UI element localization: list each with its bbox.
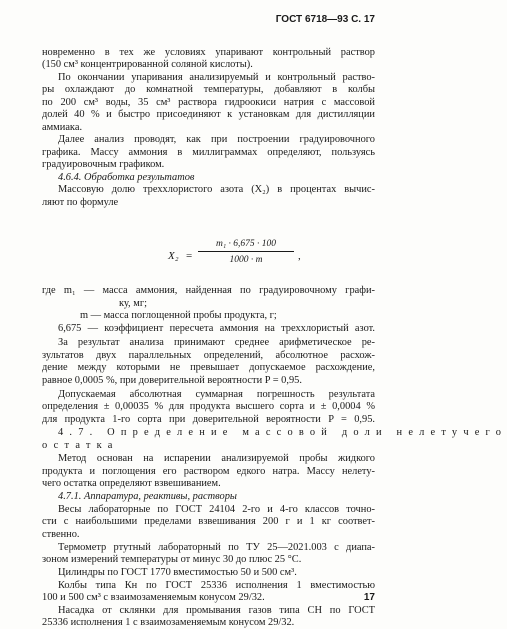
formula-lhs: X₂ [168,250,179,262]
formula [168,238,318,272]
text-line: Метод основан на испарении анализируемой пробы жидкого [58,453,375,464]
formula-fraction [198,238,294,266]
fraction-bar [198,251,294,252]
page-number: 17 [363,592,375,603]
text-line: долей 40 % и быстро присоединяют к установкам для дистилляции [42,109,375,120]
text-line: ляют по формуле [42,197,119,208]
text-line: ку, мг; [119,298,147,309]
text-line: Цилиндры по ГОСТ 1770 вместимостью 50 и 500 см³. [58,567,297,578]
text-line: градуировочным графиком. [42,159,165,170]
text-line: продукта и поглощения его раствором едкого натра. Массу нелету- [42,466,375,477]
text-line: зоном измерений температуры от минус 30 до плюс 25 °С. [42,554,302,565]
text-line: равное 0,0005 %, при доверительной вероятности P = 0,95. [42,375,302,386]
text-line: аммиака. [42,122,83,133]
section-heading: остатка [42,440,119,451]
text-line: сти с наибольшими пределами взвешивания 200 г и 1 кг соответ- [42,516,375,527]
text-line: новременно в тех же условиях упаривают контрольный раствор [42,47,375,58]
formula-numerator: m₁ · 6,675 · 100 [215,239,277,249]
text-line: ственно. [42,529,80,540]
formula-equals: = [186,250,193,262]
formula-trail: , [298,250,301,262]
running-header: ГОСТ 6718—93 С. 17 [275,14,375,25]
text-line: где m₁ — масса аммония, найденная по градуировочному графи- [42,285,375,296]
text-line: чего остатка определяют взвешиванием. [42,478,221,489]
text-line: графика. Массу аммония в миллиграммах определяют, пользуясь [42,147,375,158]
section-heading: 4.7. Определение массовой доли нелетучего [58,427,507,438]
section-heading: 4.6.4. Обработка результатов [58,172,195,183]
text-line: 25336 исполнения 1 с взаимозаменяемым конусом 29/32. [42,617,295,628]
formula-denominator: 1000 · m [229,255,263,265]
text-line: За результат анализа принимают среднее арифметическое ре- [58,337,375,348]
text-line: Массовую долю треххлористого азота (X₂) в процентах вычис- [58,184,375,195]
text-line: по 200 см³ воды, 35 см³ раствора гидроокиси натрия с массовой [42,97,375,108]
text-line: Далее анализ проводят, как при построении градуировочного [58,134,375,145]
text-line: Насадка от склянки для промывания газов типа СН по ГОСТ [58,605,375,616]
text-line: m — масса поглощенной пробы продукта, г; [80,310,277,321]
text-line: 6,675 — коэффициент пересчета аммония на треххлористый азот. [58,323,375,334]
section-heading: 4.7.1. Аппаратура, реактивы, растворы [58,491,237,502]
text-line: ры охлаждают до комнатной температуры, добавляют в колбы [42,84,375,95]
text-line: для продукта 1-го сорта при доверительной вероятности P = 0,95. [42,414,375,425]
text-line: Колбы типа Кн по ГОСТ 25336 исполнения 1 вместимостью [58,580,375,591]
text-line: (150 см³ концентрированной соляной кислоты). [42,59,253,70]
text-line: Термометр ртутный лабораторный по ТУ 25—2021.003 с диапа- [58,542,375,553]
text-line: Весы лабораторные по ГОСТ 24104 2-го и 4-го классов точно- [58,504,375,515]
text-line: зультатов двух параллельных определений, абсолютное расхож- [42,350,375,361]
text-line: определения ± 0,00035 % для продукта высшего сорта и ± 0,0004 % [42,401,375,412]
text-line: дение между которыми не превышает допускаемое расхождение, [42,362,375,373]
text-line: По окончании упаривания анализируемый и контрольный раство- [58,72,375,83]
text-line: Допускаемая абсолютная суммарная погрешность результата [58,389,375,400]
text-line: 100 и 500 см³ с взаимозаменяемым конусом 29/32. [42,592,265,603]
